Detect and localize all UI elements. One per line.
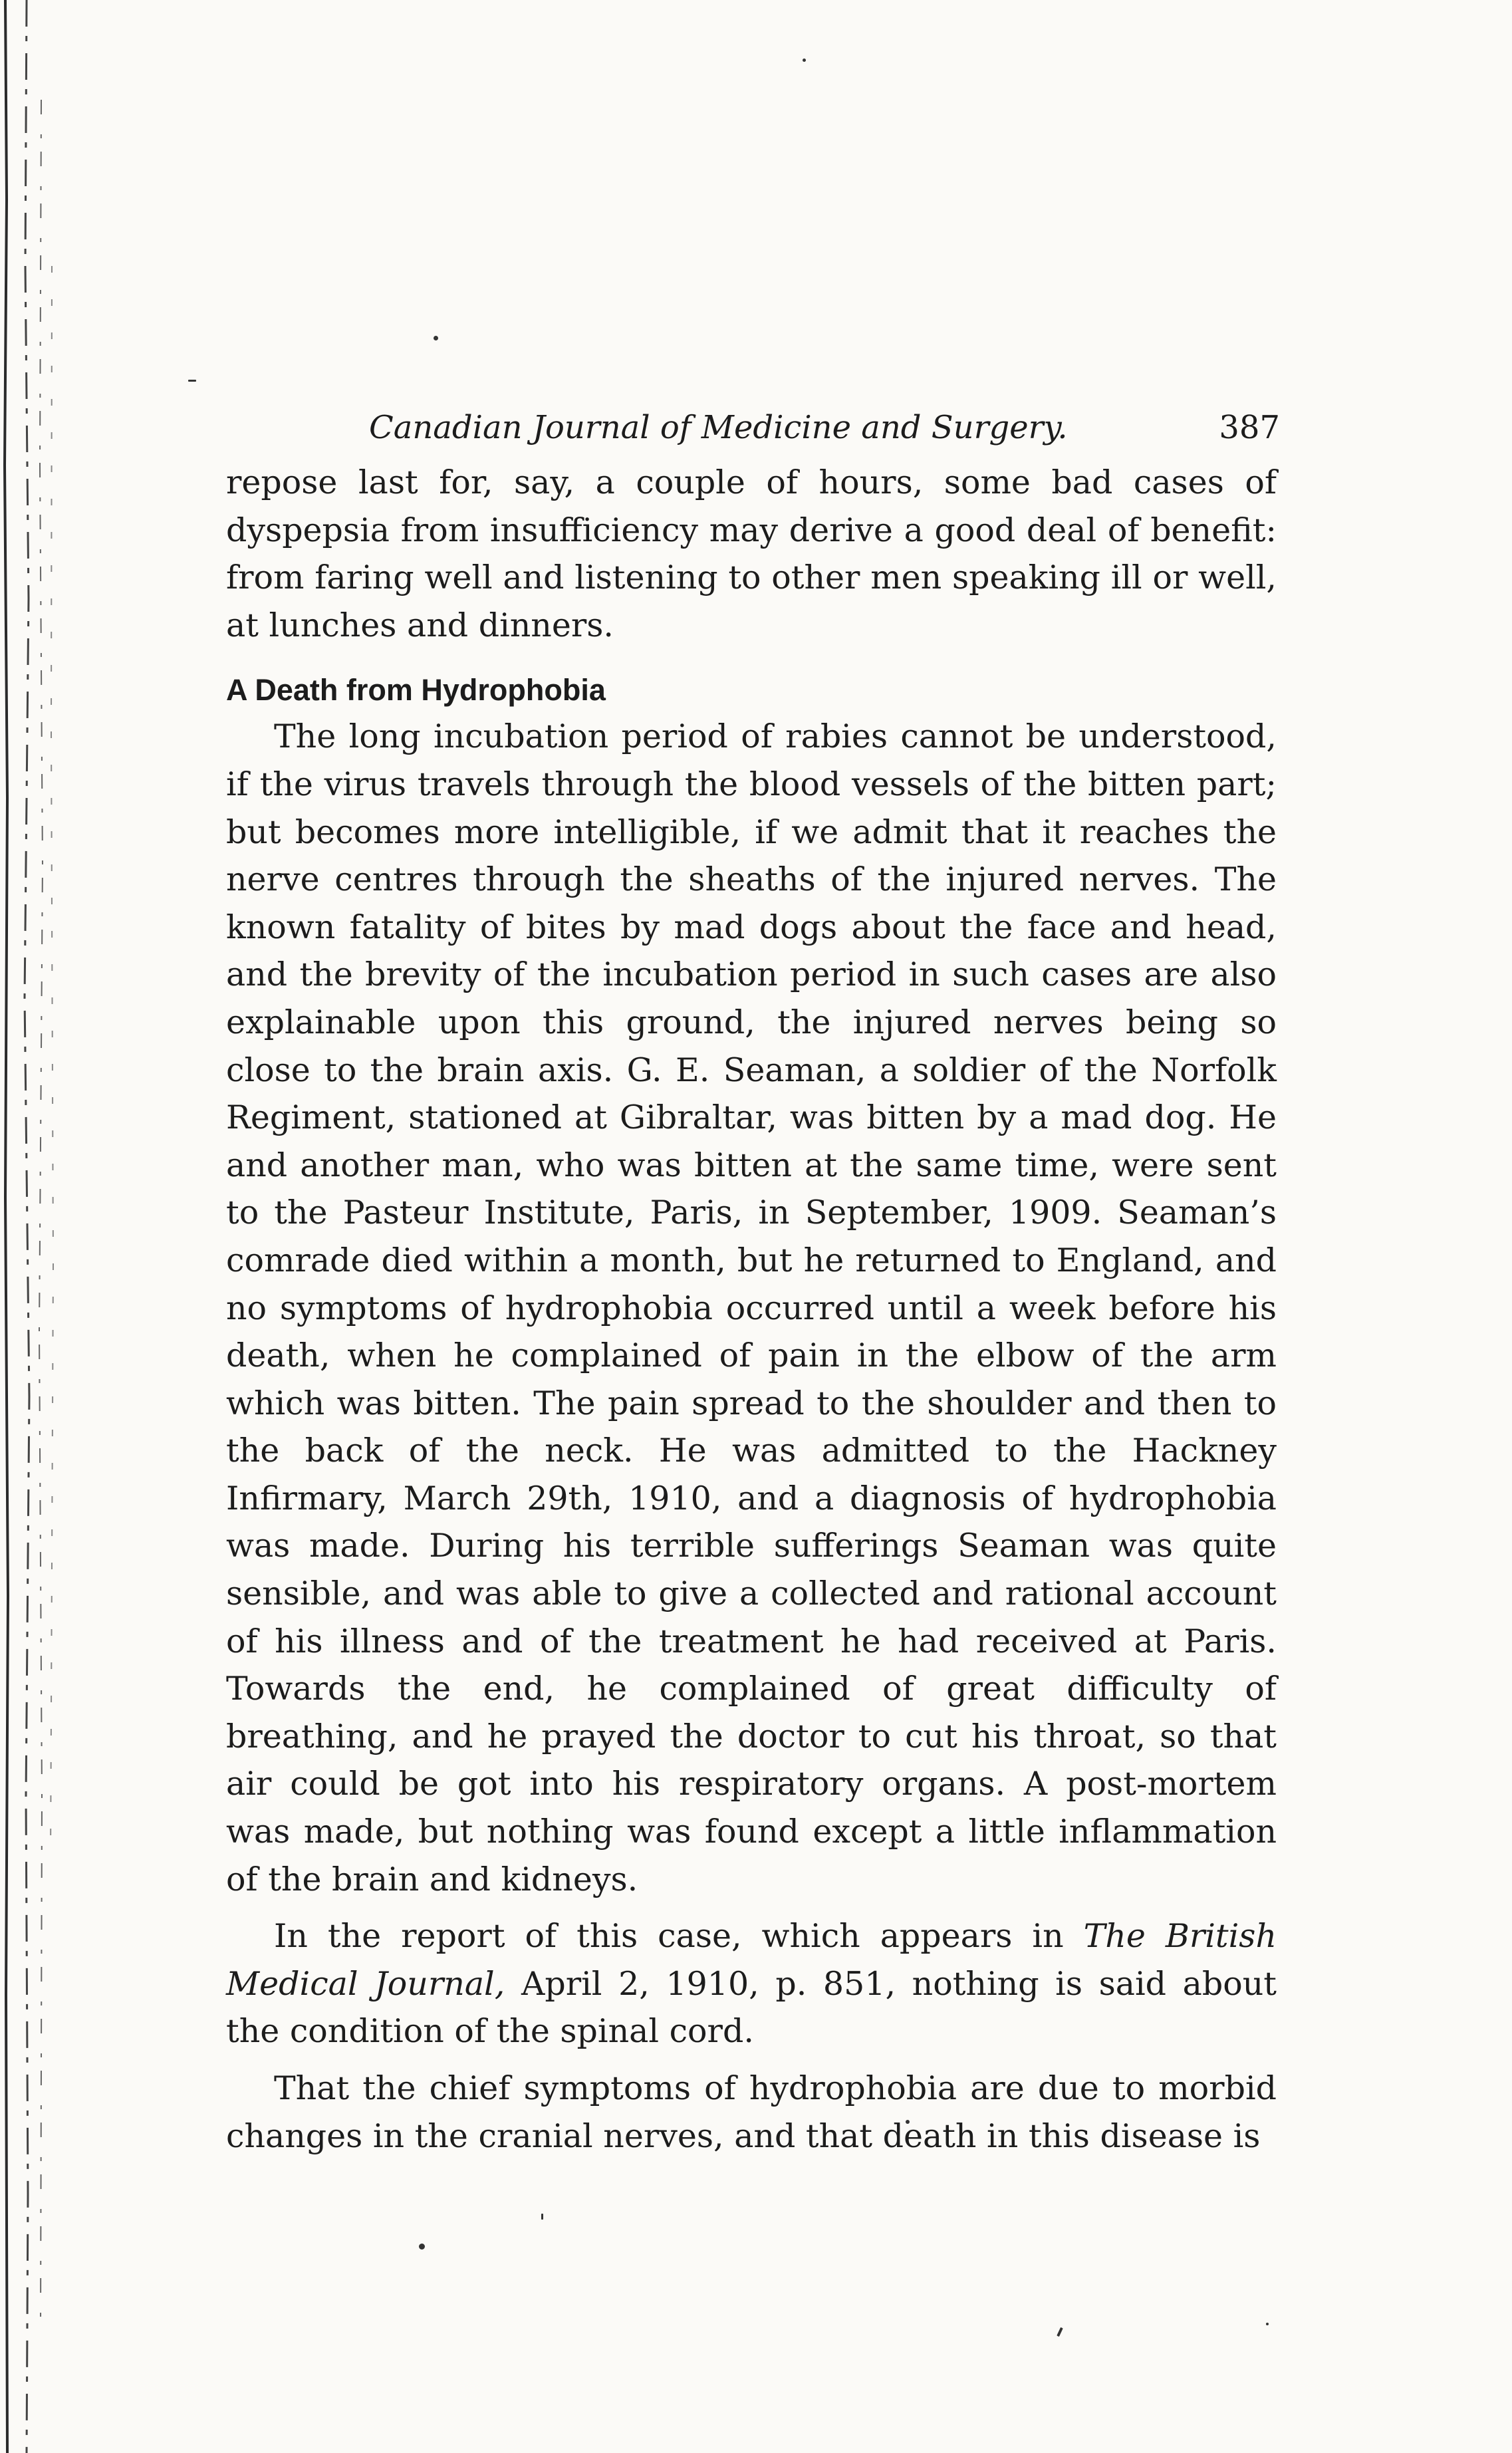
- paper-speck: [541, 2214, 543, 2220]
- paper-speck: [803, 59, 806, 62]
- journal-title: Canadian Journal of Medicine and Surgery.: [369, 409, 1068, 446]
- conclusion-paragraph: That the chief symptoms of hydrophobia are due to morbid changes in the cranial nerves, and that death in this disease is: [226, 2069, 1277, 2155]
- case-report-paragraph: The long incubation period of rabies cannot be understood, if the virus travels through the blood vessels of the bitten part; but becomes more intelligible, if we admit that it reaches the nerve centres through the sheaths of the injured nerves. The known fatality of bites by mad dogs about the face and head, and the brevity of the incubation period in such cases are also explainable upon this ground, the injured nerves being so close to the brain axis. G. E. Seaman, a soldier of the Norfolk Regiment, stationed at Gibraltar, was bitten by a mad dog. He and another man, who was bitten at the same time, were sent to the Pasteur Institute, Paris, in September, 1909. Seaman’s comrade died within a month, but he returned to England, and no symptoms of hydrophobia occurred until a week before his death, when he complained of pain in the elbow of the arm which was bitten. The pain spread to the shoulder and then to the back of the neck. He was admitted to the Hackney Infirmary, March 29th, 1910, and a diagnosis of hydrophobia was made. During his terrible sufferings Seaman was quite sensible, and was able to give a collected and rational account of his illness and of the treatment he had received at Paris. Towards the end, he complained of great difficulty of breathing, and he prayed the doctor to cut his throat, so that air could be got into his respiratory organs. A post-mortem was made, but nothing was found except a little inflammation of the brain and kidneys.: [226, 717, 1277, 1898]
- citation-lead-text: In the report of this case, which appears in: [274, 1917, 1084, 1956]
- paper-speck: [188, 380, 196, 382]
- paper-speck: [1057, 2327, 1063, 2337]
- continuation-paragraph: repose last for, say, a couple of hours, some bad cases of dyspepsia from insufficiency may derive a good deal of benefit: from faring well and listening to other men speaking ill or well, at lunches and dinners.: [226, 463, 1277, 644]
- citation-tail-text: April 2, 1910, p. 851, nothing is said about the condition of the spinal cord.: [226, 1964, 1277, 2051]
- paper-speck: [419, 2244, 425, 2250]
- paper-speck: [434, 336, 438, 340]
- journal-citation: The British Medical Journal,: [226, 1917, 1277, 2003]
- running-head: [369, 404, 1280, 451]
- binding-edge-shadow: [0, 0, 63, 2453]
- paper-speck: [1266, 2323, 1269, 2325]
- section-heading: A Death from Hydrophobia: [226, 673, 606, 708]
- article-body: [226, 459, 1277, 2160]
- citation-paragraph: [226, 1912, 1277, 2055]
- page-number: 387: [1219, 409, 1280, 446]
